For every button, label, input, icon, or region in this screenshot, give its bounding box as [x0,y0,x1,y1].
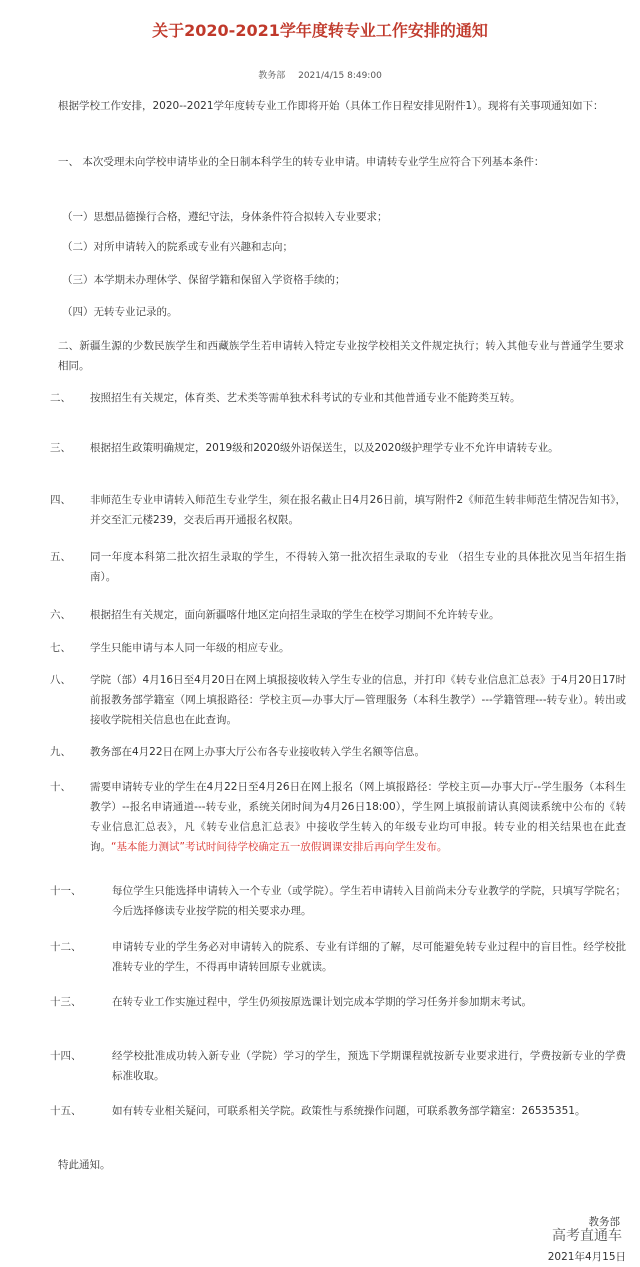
item-number: 十、 [50,781,71,793]
item-number: 三、 [50,442,71,454]
condition-1: （一）思想品德操行合格，遵纪守法，身体条件符合拟转入专业要求； [62,211,388,223]
item-number: 五、 [50,551,71,563]
item-number: 十五、 [50,1105,82,1117]
list-item [50,1101,626,1121]
item-number: 七、 [50,642,71,654]
publish-meta [0,70,640,82]
item-number: 十三、 [50,996,82,1008]
item-text: 按照招生有关规定，体育类、艺术类等需单独术科考试的专业和其他普通专业不能跨类互转。 [90,392,521,404]
item-number: 四、 [50,494,71,506]
list-item [50,937,626,977]
intro-paragraph: 根据学校工作安排，2020--2021学年度转专业工作即将开始（具体工作日程安排见附件1）。现将有关事项通知如下： [58,100,604,112]
list-item [50,670,626,730]
signature-date: 2021年4月15日 [547,1251,626,1263]
publish-datetime: 2021/4/15 8:49:00 [298,71,382,81]
list-item [50,881,626,921]
item-number: 六、 [50,609,71,621]
list-item [50,388,626,408]
item-number: 十四、 [50,1050,82,1062]
item-text: 同一年度本科第二批次招生录取的学生，不得转入第一批次招生录取的专业 （招生专业的具体批次见当年招生指南）。 [90,551,626,583]
item-text: 经学校批准成功转入新专业（学院）学习的学生，预选下学期课程就按新专业要求进行，学费按新专业的学费标准收取。 [112,1050,626,1082]
list-item [50,638,626,658]
list-item [50,605,626,625]
list-item [50,547,626,587]
condition-4: （四）无转专业记录的。 [62,306,178,318]
item-text: 教务部在4月22日在网上办事大厅公布各专业接收转入学生名额等信息。 [90,746,426,758]
item-text: 非师范生专业申请转入师范生专业学生，须在报名截止日4月26日前，填写附件2《师范生转非师范生情况告知书》，并交至汇元楼239，交表后再开通报名权限。 [90,494,626,526]
item-text: 申请转专业的学生务必对申请转入的院系、专业有详细的了解，尽可能避免转专业过程中的盲目性。经学校批准转专业的学生，不得再申请转回原专业就读。 [112,941,626,973]
publisher: 教务部 [258,71,286,81]
item-10-red-note: “基本能力测试”考试时间待学校确定五一放假调课安排后再向学生发布。 [111,841,448,853]
item-text: 如有转专业相关疑问，可联系相关学院。政策性与系统操作问题，可联系教务部学籍室：26535351。 [112,1105,586,1117]
item-number: 九、 [50,746,71,758]
section-1-paragraph: 一、 本次受理未向学校申请毕业的全日制本科学生的转专业申请。申请转专业学生应符合下列基本条件： [58,156,545,168]
item-number: 八、 [50,674,71,686]
item-number: 二、 [50,392,71,404]
item-text [90,777,626,857]
list-item [50,438,626,458]
item-text: 学院（部）4月16日至4月20日在网上填报接收转入学生专业的信息，并打印《转专业信息汇总表》于4月20日17时前报教务部学籍室（网上填报路径：学校主页—办事大厅—管理服务（本科生教学）---学籍管理---转专业）。转出或接收学院相关信息也在此查询。 [90,674,626,726]
list-item [50,1046,626,1086]
closing-text: 特此通知。 [58,1159,111,1171]
item-text: 根据招生有关规定，面向新疆喀什地区定向招生录取的学生在校学习期间不允许转专业。 [90,609,500,621]
item-text: 根据招生政策明确规定，2019级和2020级外语保送生，以及2020级护理学专业不允许申请转专业。 [90,442,559,454]
item-10-text: 需要申请转专业的学生在4月22日至4月26日在网上报名（网上填报路径：学校主页—办事大厅--学生服务（本科生教学）--报名申请通道---转专业，系统关闭时间为4月26日18:00），学生网上填报前请认真阅读系统中公布的《转专业信息汇总表》，凡《转专业信息汇总表》中接收学生转入的年级专业均可申报。转专业的相关结果也在此查询。 [90,781,626,853]
list-item [50,777,626,857]
signature-dept: 教务部 [588,1216,620,1228]
list-item [50,490,626,530]
item-text: 在转专业工作实施过程中，学生仍须按原选课计划完成本学期的学习任务并参加期末考试。 [112,996,532,1008]
list-item [50,992,626,1012]
item-text: 学生只能申请与本人同一年级的相应专业。 [90,642,290,654]
condition-3: （三）本学期未办理休学、保留学籍和保留入学资格手续的； [62,274,346,286]
condition-2: （二）对所申请转入的院系或专业有兴趣和志向； [62,241,293,253]
item-number: 十一、 [50,885,82,897]
section-2-paragraph: 二、新疆生源的少数民族学生和西藏族学生若申请转入特定专业按学校相关文件规定执行；转入其他专业与普通学生要求相同。 [58,340,624,372]
watermark-text: 高考直通车 [552,1228,622,1244]
item-text: 每位学生只能选择申请转入一个专业（或学院）。学生若申请转入目前尚未分专业教学的学院，只填写学院名；今后选择修读专业按学院的相关要求办理。 [112,885,626,917]
page-title: 关于2020-2021学年度转专业工作安排的通知 [152,21,488,40]
item-number: 十二、 [50,941,82,953]
list-item [50,742,626,762]
